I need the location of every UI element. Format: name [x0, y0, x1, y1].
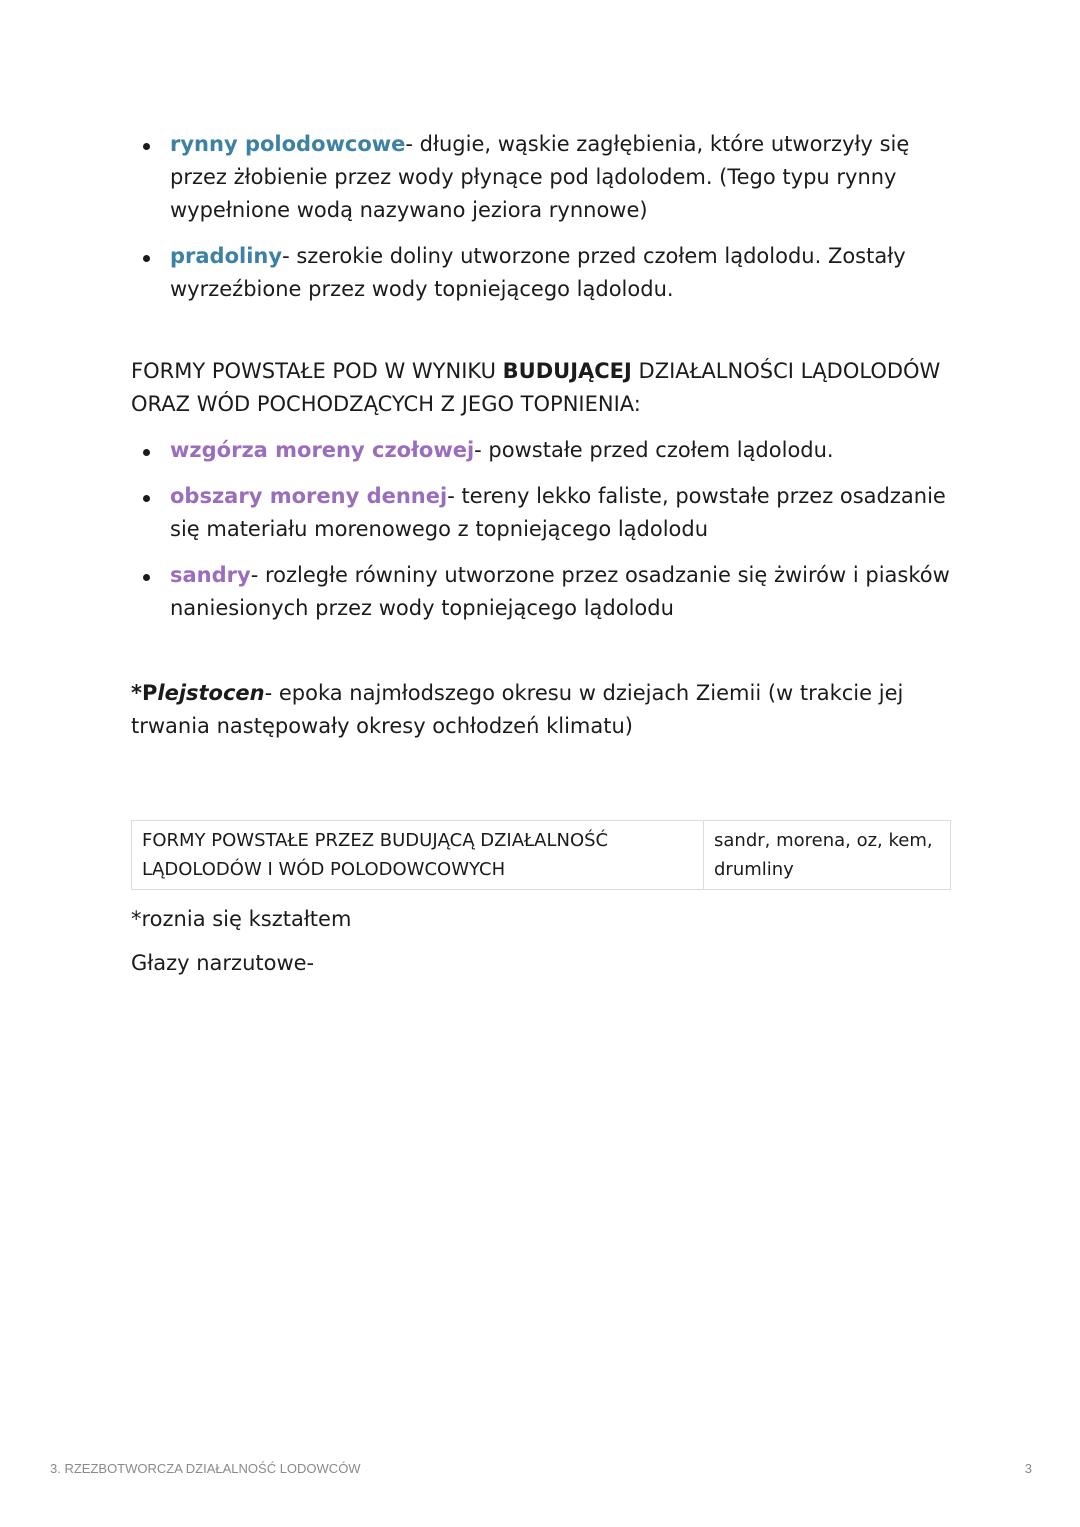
section-heading	[131, 355, 951, 421]
pleistocene-note	[131, 677, 951, 743]
heading-text: FORMY POWSTAŁE POD W WYNIKU	[131, 359, 503, 383]
page-content	[131, 128, 951, 980]
table-row	[132, 821, 951, 890]
erosion-forms-list	[131, 128, 951, 306]
page-number: 3	[1024, 1461, 1032, 1476]
erratic-boulders-label: Głazy narzutowe-	[131, 951, 315, 975]
term-sandry: sandry	[170, 563, 251, 587]
definition-text: - powstałe przed czołem lądolodu.	[474, 438, 834, 462]
definition-text: - długie, wąskie zagłębienia, które utworzyły się przez żłobienie przez wody płynące pod lądolodem. (Tego typu rynny wypełnione wodą nazywano jeziora rynnowe)	[170, 132, 910, 222]
footer-title: 3. RZEZBOTWORCZA DZIAŁALNOŚĆ LODOWCÓW	[50, 1461, 361, 1476]
term-wzgorza-moreny-czolowej: wzgórza moreny czołowej	[170, 438, 475, 462]
shape-note: *roznia się kształtem	[131, 907, 352, 931]
table-cell: FORMY POWSTAŁE PRZEZ BUDUJĄCĄ DZIAŁALNOŚĆ LĄDOLODÓW I WÓD POLODOWCOWYCH	[132, 821, 704, 890]
note-text: - epoka najmłodszego okresu w dziejach Ziemii (w trakcie jej trwania następowały okresy ochłodzeń klimatu)	[131, 681, 904, 738]
definition-text: - rozległe równiny utworzone przez osadzanie się żwirów i piasków naniesionych przez wody topniejącego lądolodu	[170, 563, 950, 620]
term-rynny-polodowcowe: rynny polodowcowe	[170, 132, 406, 156]
page-footer	[50, 1461, 1032, 1476]
accumulation-section	[131, 355, 951, 625]
definition-text: - szerokie doliny utworzone przed czołem lądolodu. Zostały wyrzeźbione przez wody topniejącego lądolodu.	[170, 244, 906, 301]
note-prefix: *P	[131, 681, 158, 705]
forms-table	[131, 820, 951, 890]
definition-text: - tereny lekko faliste, powstałe przez osadzanie się materiału morenowego z topniejącego lądolodu	[170, 484, 946, 541]
list-item	[131, 480, 951, 546]
note-term: lejstocen	[157, 681, 265, 705]
list-item	[131, 128, 951, 227]
table-cell: sandr, morena, oz, kem, drumliny	[704, 821, 951, 890]
accumulation-forms-list	[131, 434, 951, 625]
list-item	[131, 559, 951, 625]
term-obszary-moreny-dennej: obszary moreny dennej	[170, 484, 448, 508]
term-pradoliny: pradoliny	[170, 244, 283, 268]
heading-bold-text: BUDUJĄCEJ	[502, 359, 632, 383]
list-item	[131, 240, 951, 306]
heading-text: DZIAŁALNOŚCI LĄDOLODÓW ORAZ WÓD POCHODZĄCYCH Z JEGO TOPNIENIA:	[131, 359, 941, 416]
list-item	[131, 434, 951, 467]
